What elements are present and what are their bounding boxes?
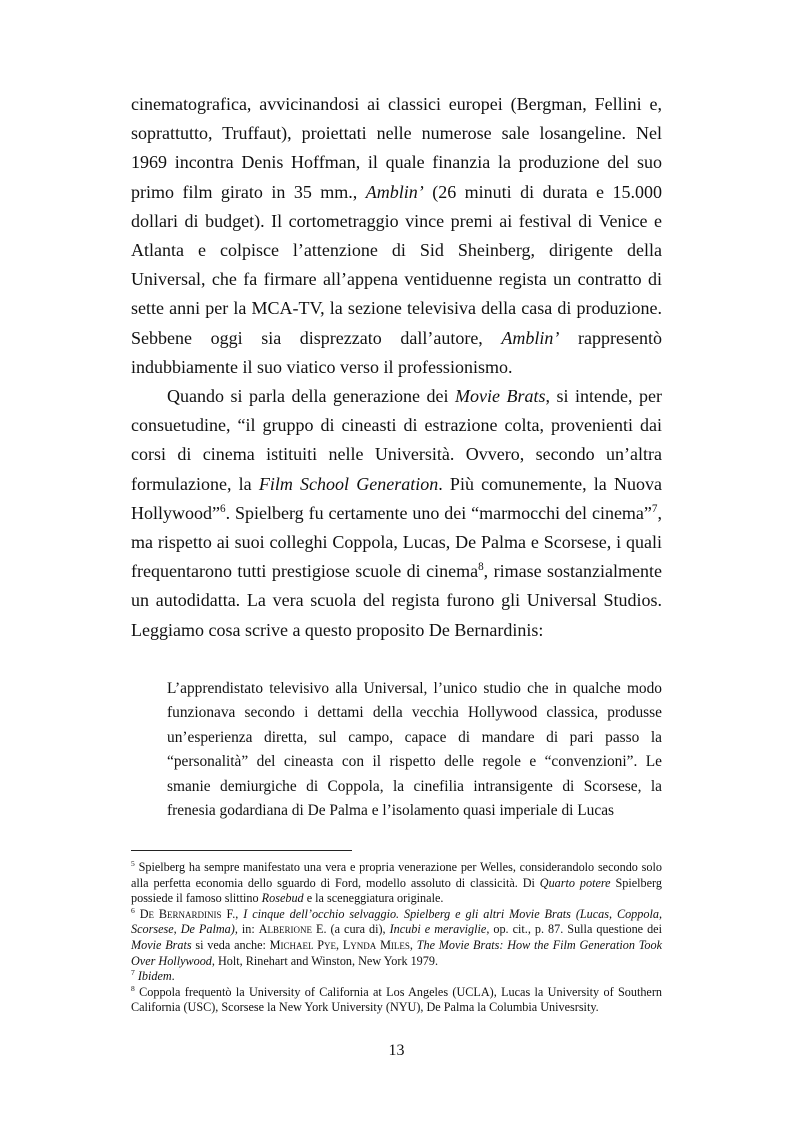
text-span: , si intende, per consuetudine, “il gruppo di cineasti di estrazione colta, provenienti dai corsi di cinema istituiti nelle Università. Ovvero, secondo un’altra formulazione, la [131, 386, 662, 494]
footnote-separator [131, 850, 352, 851]
text-span: e la sceneggiatura originale. [303, 891, 444, 906]
main-text [131, 90, 662, 645]
author-name: Michael Pye [269, 937, 337, 952]
block-quote [167, 677, 662, 823]
text-span: si veda anche: [191, 937, 270, 952]
text-span: , in: [234, 922, 259, 937]
text-span: , Holt, Rinehart and Winston, New York 1979. [211, 953, 439, 968]
text-span: , op. cit., p. 87. Sulla questione dei [486, 922, 662, 937]
quote-text: L’apprendistato televisivo alla Universal, l’unico studio che in qualche modo funzionava secondo i dettami della vecchia Hollywood classica, produsse un’esperienza diretta, sul campo, capace di mandare di pari passo la “personalità” del cineasta con il rispetto delle regole e “convenzioni”. Le smanie demiurgiche di Coppola, la cinefilia intransigente di Scorsese, la frenesia godardiana di De Palma e l’isolamento quasi imperiale di Lucas [167, 680, 662, 820]
book-title: The Movie Brats: How the Film Generation Took Over Hollywood [131, 937, 663, 968]
book-title: I cinque dell’occhio selvaggio. Spielberg e gli altri Movie Brats (Lucas, Coppola, Scorsese, De Palma) [131, 906, 662, 937]
text-span: rappresentò indubbiamente il suo viatico verso il professionismo. [131, 327, 662, 377]
footnotes [131, 860, 662, 1016]
footnote-number: 7 [131, 968, 135, 978]
footnote-7 [131, 969, 662, 985]
author-name: Lynda Miles [342, 937, 410, 952]
footnote-ref-6[interactable]: 6 [220, 502, 226, 515]
text-span: . Spielberg fu certamente uno dei “marmocchi del cinema” [225, 502, 652, 523]
film-title-amblin: Amblin’ [501, 327, 560, 348]
film-title: Quarto potere [539, 875, 611, 890]
footnote-ref-8[interactable]: 8 [478, 561, 484, 574]
text-span: Quando si parla della generazione dei [167, 386, 455, 407]
text-span: . Più comunemente, la Nuova Hollywood” [131, 473, 662, 523]
author-name: De Bernardinis [134, 906, 222, 921]
film-title-amblin: Amblin’ [365, 181, 424, 202]
text-span: Spielberg possiede il famoso slittino [131, 875, 662, 906]
text-span: E. (a cura di), [312, 922, 390, 937]
footnote-8 [131, 985, 662, 1016]
text-span: Coppola frequentò la University of California at Los Angeles (UCLA), Lucas la University of Southern California (USC), Scorsese la New York University (NYU), De Palma la Columbia Univesrsity. [131, 984, 662, 1015]
text-span: , [336, 937, 343, 952]
italic-term-film-school-generation: Film School Generation [258, 473, 439, 494]
footnote-5 [131, 860, 662, 907]
page-number: 13 [388, 1042, 405, 1059]
footnote-ref-7[interactable]: 7 [651, 502, 658, 515]
italic-term: Rosebud [261, 891, 304, 906]
text-span: , ma rispetto ai suoi colleghi Coppola, Lucas, De Palma e Scorsese, i quali frequentarono tutti prestigiose scuole di cinema [131, 502, 662, 582]
paragraph-1 [131, 90, 662, 382]
footnote-number: 8 [131, 983, 135, 993]
text-span: Spielberg ha sempre manifestato una vera e propria venerazione per Welles, considerandolo secondo solo alla perfetta economia dello sguardo di Ford, modello assoluto di classicità. Di [131, 860, 662, 890]
text-span: , [409, 937, 417, 952]
footnote-number: 5 [131, 858, 135, 868]
footnote-6 [131, 907, 662, 969]
author-name: Alberione [258, 922, 313, 937]
italic-term: Ibidem [134, 969, 172, 984]
footnote-number: 6 [131, 905, 135, 915]
text-span: F., [221, 906, 244, 921]
text-span: (26 minuti di durata e 15.000 dollari di budget). Il cortometraggio vince premi ai festival di Venice e Atlanta e colpisce l’attenzione di Sid Sheinberg, dirigente della Universal, che fa firmare all’appena ventiduenne regista un contratto di sette anni per la MCA-TV, la sezione televisiva della casa di produzione. Sebbene oggi sia disprezzato dall’autore, [131, 181, 663, 348]
paragraph-2 [131, 382, 662, 645]
italic-term-movie-brats: Movie Brats [454, 386, 546, 407]
italic-term: Movie Brats [131, 937, 192, 952]
text-span: , rimase sostanzialmente un autodidatta. La vera scuola del regista furono gli Universal Studios. Leggiamo cosa scrive a questo proposito De Bernardinis: [131, 561, 662, 640]
book-title: Incubi e meraviglie [389, 922, 487, 937]
text-span: cinematografica, avvicinandosi ai classici europei (Bergman, Fellini e, soprattutto, Truffaut), proiettati nelle numerose sale losangeline. Nel 1969 incontra Denis Hoffman, il quale finanzia la produzione del suo primo film girato in 35 mm., [131, 94, 662, 202]
text-span: . [171, 969, 175, 984]
